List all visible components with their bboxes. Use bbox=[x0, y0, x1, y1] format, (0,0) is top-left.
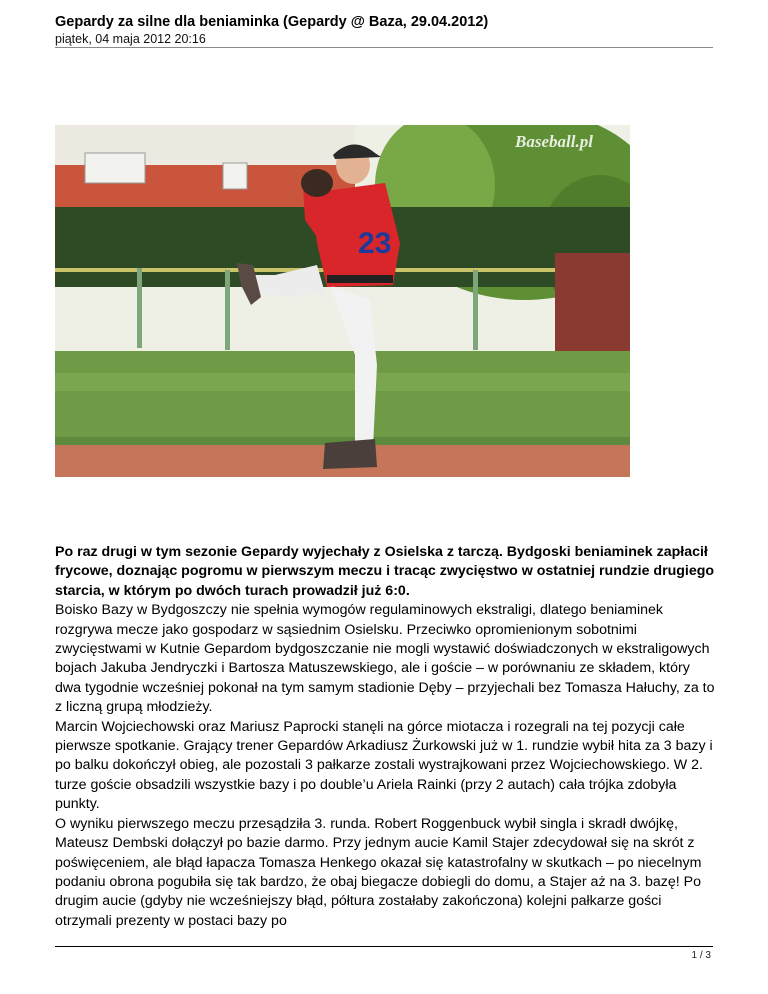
watermark-logo: Baseball.pl bbox=[515, 132, 593, 151]
article-title: Gepardy za silne dla beniaminka (Gepardy @ Baza, 29.04.2012) bbox=[55, 14, 489, 30]
article-body bbox=[55, 543, 715, 931]
article-photo bbox=[55, 125, 630, 477]
article-paragraph: Marcin Wojciechowski oraz Mariusz Paprocki stanęli na górce miotacza i rozegrali na tej pozycji całe pierwsze spotkanie. Grający trener Gepardów Arkadiusz Żurkowski już w 1. rundzie wybił hita za 3 bazy i po balku dokończył obieg, ale pozostali 3 pałkarze zostali wystrajkowani przez Wojciechowskiego. W 2. turze goście obsadzili wszystkie bazy i po double’u Ariela Rainki (przy 2 autach) cała trójka zdobyła punkty. bbox=[55, 718, 713, 813]
publish-date: piątek, 04 maja 2012 20:16 bbox=[55, 32, 206, 46]
footer-divider bbox=[55, 946, 713, 947]
page-header bbox=[55, 13, 713, 47]
baseball-pitcher-image bbox=[55, 125, 630, 477]
header-divider bbox=[55, 47, 713, 48]
jersey-number: 23 bbox=[358, 227, 392, 260]
page-number: 1 / 3 bbox=[691, 950, 711, 961]
article-paragraph: O wyniku pierwszego meczu przesądziła 3. runda. Robert Roggenbuck wybił singla i skradł dwójkę, Mateusz Dembski dołączył po bazie darmo. Przy jednym aucie Kamil Stajer zdecydował się na skrót z poświęceniem, ale błąd łapacza Tomasza Henkego okazał się katastrofalny w skutkach – po niecelnym podaniu obrona pogubiła się tak bardzo, że obaj biegacze dobiegli do domu, a Stajer aż na 3. bazę! Po drugim aucie (gdyby nie wcześniejszy błąd, półtura zostałaby zakończona) kolejni pałkarze gości otrzymali prezenty w postaci bazy po bbox=[55, 815, 702, 929]
article-paragraph: Boisko Bazy w Bydgoszczy nie spełnia wymogów regulaminowych ekstraligi, dlatego beniaminek rozgrywa mecze jako gospodarz w sąsiednim Osielsku. Przeciwko opromienionym sobotnimi zwycięstwami w Kutnie Gepardom bydgoszczanie nie mogli wystawić doświadczonych w ekstraligowych bojach Jakuba Jendryczki i Bartosza Matuszewskiego, ale i goście – w porównaniu ze składem, który dwa tygodnie wcześniej pokonał na tym samym stadionie Dęby – przyjechali bez Tomasza Hałuchy, za to z liczną grupą młodzieży. bbox=[55, 602, 715, 716]
article-lead: Po raz drugi w tym sezonie Gepardy wyjechały z Osielska z tarczą. Bydgoski beniaminek zapłacił frycowe, doznając pogromu w pierwszym meczu i tracąc zwycięstwo w ostatniej rundzie drugiego starcia, w którym po dwóch turach prowadził już 6:0. bbox=[55, 544, 715, 599]
